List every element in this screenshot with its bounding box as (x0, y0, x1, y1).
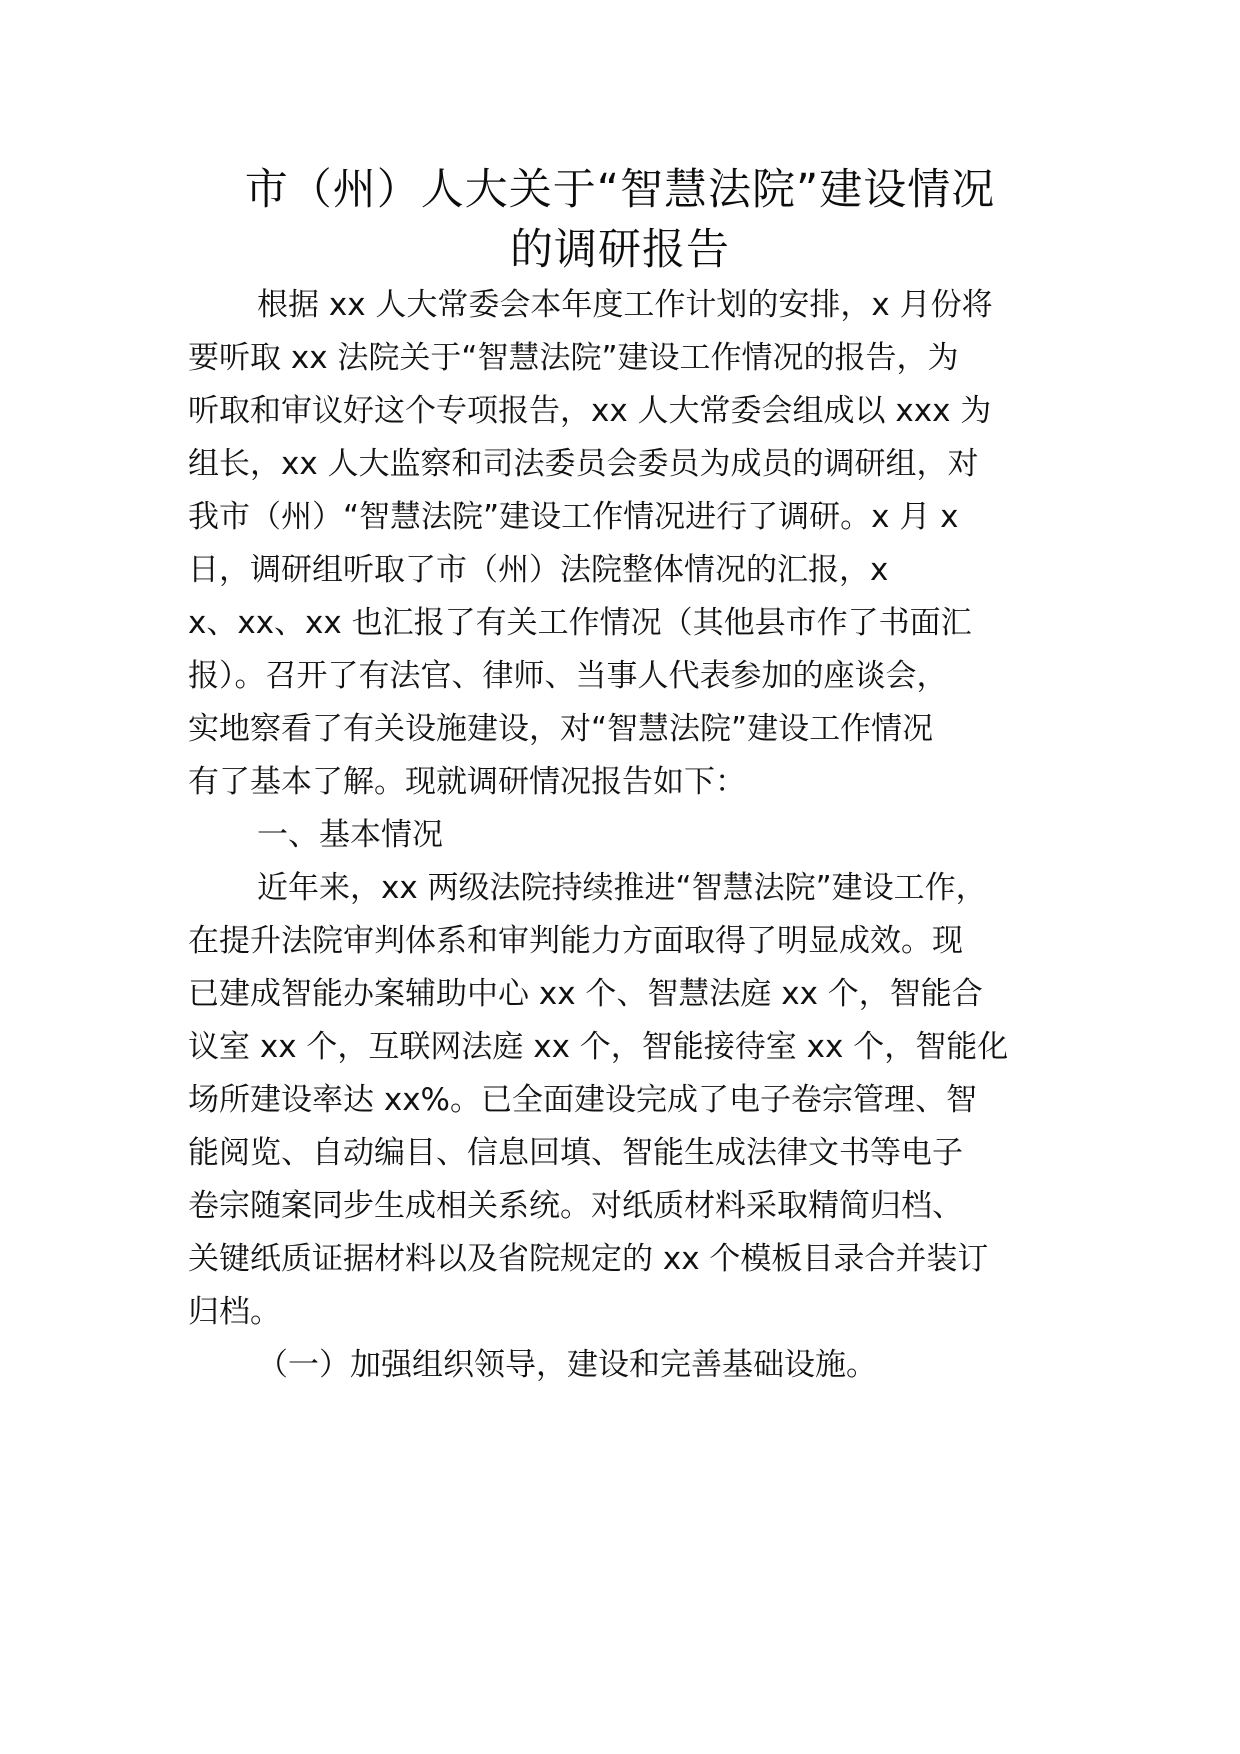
paragraph-2-line-7: 卷宗随案同步生成相关系统。对纸质材料采取精简归档、 (188, 1188, 963, 1224)
paragraph-1-line-10: 有了基本了解。现就调研情况报告如下： (188, 764, 746, 800)
paragraph-1-line-9: 实地察看了有关设施建设，对“智慧法院”建设工作情况 (188, 711, 934, 747)
title-line-2: 的调研报告 (510, 225, 730, 275)
subsection-heading-1: （一）加强组织领导，建设和完善基础设施。 (257, 1347, 877, 1383)
title-line-1: 市（州）人大关于“智慧法院”建设情况 (244, 165, 996, 215)
paragraph-1-line-8: 报）。召开了有法官、律师、当事人代表参加的座谈会， (188, 658, 948, 694)
paragraph-1-line-2: 要听取 xx 法院关于“智慧法院”建设工作情况的报告，为 (188, 340, 959, 376)
paragraph-1-line-6: 日，调研组听取了市（州）法院整体情况的汇报，x (188, 552, 889, 588)
paragraph-2-line-6: 能阅览、自动编目、信息回填、智能生成法律文书等电子 (188, 1135, 963, 1171)
paragraph-1-line-3: 听取和审议好这个专项报告，xx 人大常委会组成以 xxx 为 (188, 393, 992, 429)
paragraph-2-line-8: 关键纸质证据材料以及省院规定的 xx 个模板目录合并装订 (188, 1241, 989, 1277)
paragraph-2-line-9: 归档。 (188, 1294, 281, 1330)
paragraph-1-line-4: 组长，xx 人大监察和司法委员会委员为成员的调研组，对 (188, 446, 979, 482)
paragraph-1-line-7: x、xx、xx 也汇报了有关工作情况（其他县市作了书面汇 (188, 605, 972, 641)
paragraph-2-line-5: 场所建设率达 xx%。已全面建设完成了电子卷宗管理、智 (188, 1082, 977, 1118)
paragraph-2-line-4: 议室 xx 个，互联网法庭 xx 个，智能接待室 xx 个，智能化 (188, 1029, 1009, 1065)
paragraph-2-line-3: 已建成智能办案辅助中心 xx 个、智慧法庭 xx 个，智能合 (188, 976, 983, 1012)
paragraph-2-line-1: 近年来，xx 两级法院持续推进“智慧法院”建设工作， (257, 870, 987, 906)
paragraph-1-line-1: 根据 xx 人大常委会本年度工作计划的安排，x 月份将 (257, 287, 993, 323)
section-heading-basic: 一、基本情况 (257, 817, 443, 853)
paragraph-1-line-5: 我市（州）“智慧法院”建设工作情况进行了调研。x 月 x (188, 499, 959, 535)
paragraph-2-line-2: 在提升法院审判体系和审判能力方面取得了明显成效。现 (188, 923, 963, 959)
